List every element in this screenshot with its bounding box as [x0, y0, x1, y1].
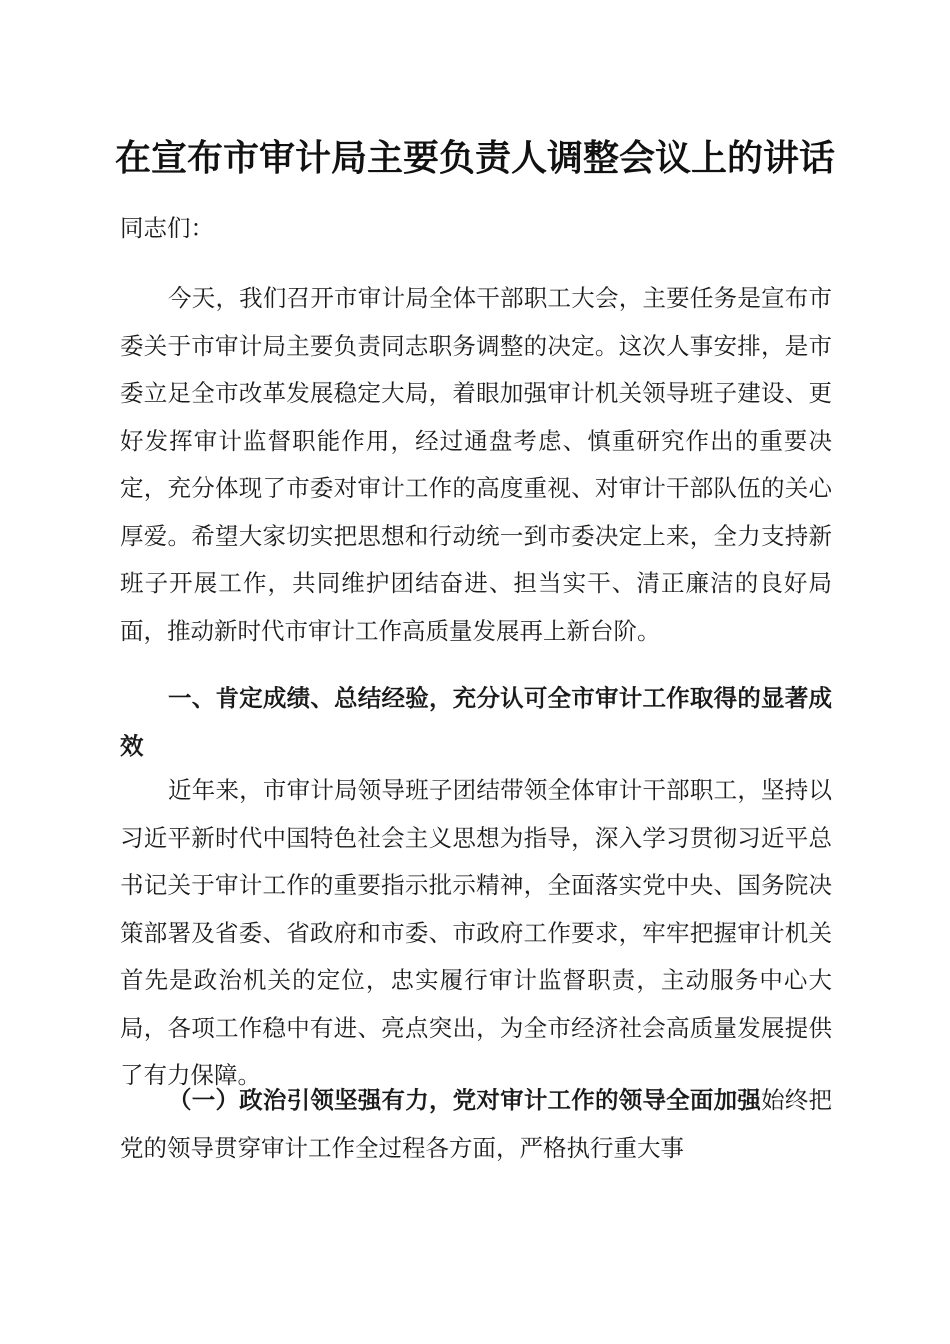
subsection-heading-1: （一）政治引领坚强有力，党对审计工作的领导全面加强: [168, 1086, 762, 1114]
paragraph-subsection-1: [120, 1077, 832, 1172]
subsection-1-text: 始终把党的领导贯穿审计工作全过程各方面，严格执行重大事: [120, 1086, 833, 1162]
paragraph-achievements: 近年来，市审计局领导班子团结带领全体审计干部职工，坚持以习近平新时代中国特色社会主义思想为指导，深入学习贯彻习近平总书记关于审计工作的重要指示批示精神，全面落实党中央、国务院决策部署及省委、省政府和市委、市政府工作要求，牢牢把握审计机关首先是政治机关的定位，忠实履行审计监督职责，主动服务中心大局，各项工作稳中有进、亮点突出，为全市经济社会高质量发展提供了有力保障。: [120, 776, 832, 1089]
greeting: 同志们：: [120, 214, 214, 242]
document-title: 在宣布市审计局主要负责人调整会议上的讲话: [114, 137, 835, 179]
paragraph-intro: 今天，我们召开市审计局全体干部职工大会，主要任务是宣布市委关于市审计局主要负责同志职务调整的决定。这次人事安排，是市委立足全市改革发展稳定大局，着眼加强审计机关领导班子建设、更好发挥审计监督职能作用，经过通盘考虑、慎重研究作出的重要决定，充分体现了市委对审计工作的高度重视、对审计干部队伍的关心厚爱。希望大家切实把思想和行动统一到市委决定上来，全力支持新班子开展工作，共同维护团结奋进、担当实干、清正廉洁的良好局面，推动新时代市审计工作高质量发展再上新台阶。: [120, 284, 832, 645]
section-heading-1: 一、肯定成绩、总结经验，充分认可全市审计工作取得的显著成效: [120, 684, 832, 760]
